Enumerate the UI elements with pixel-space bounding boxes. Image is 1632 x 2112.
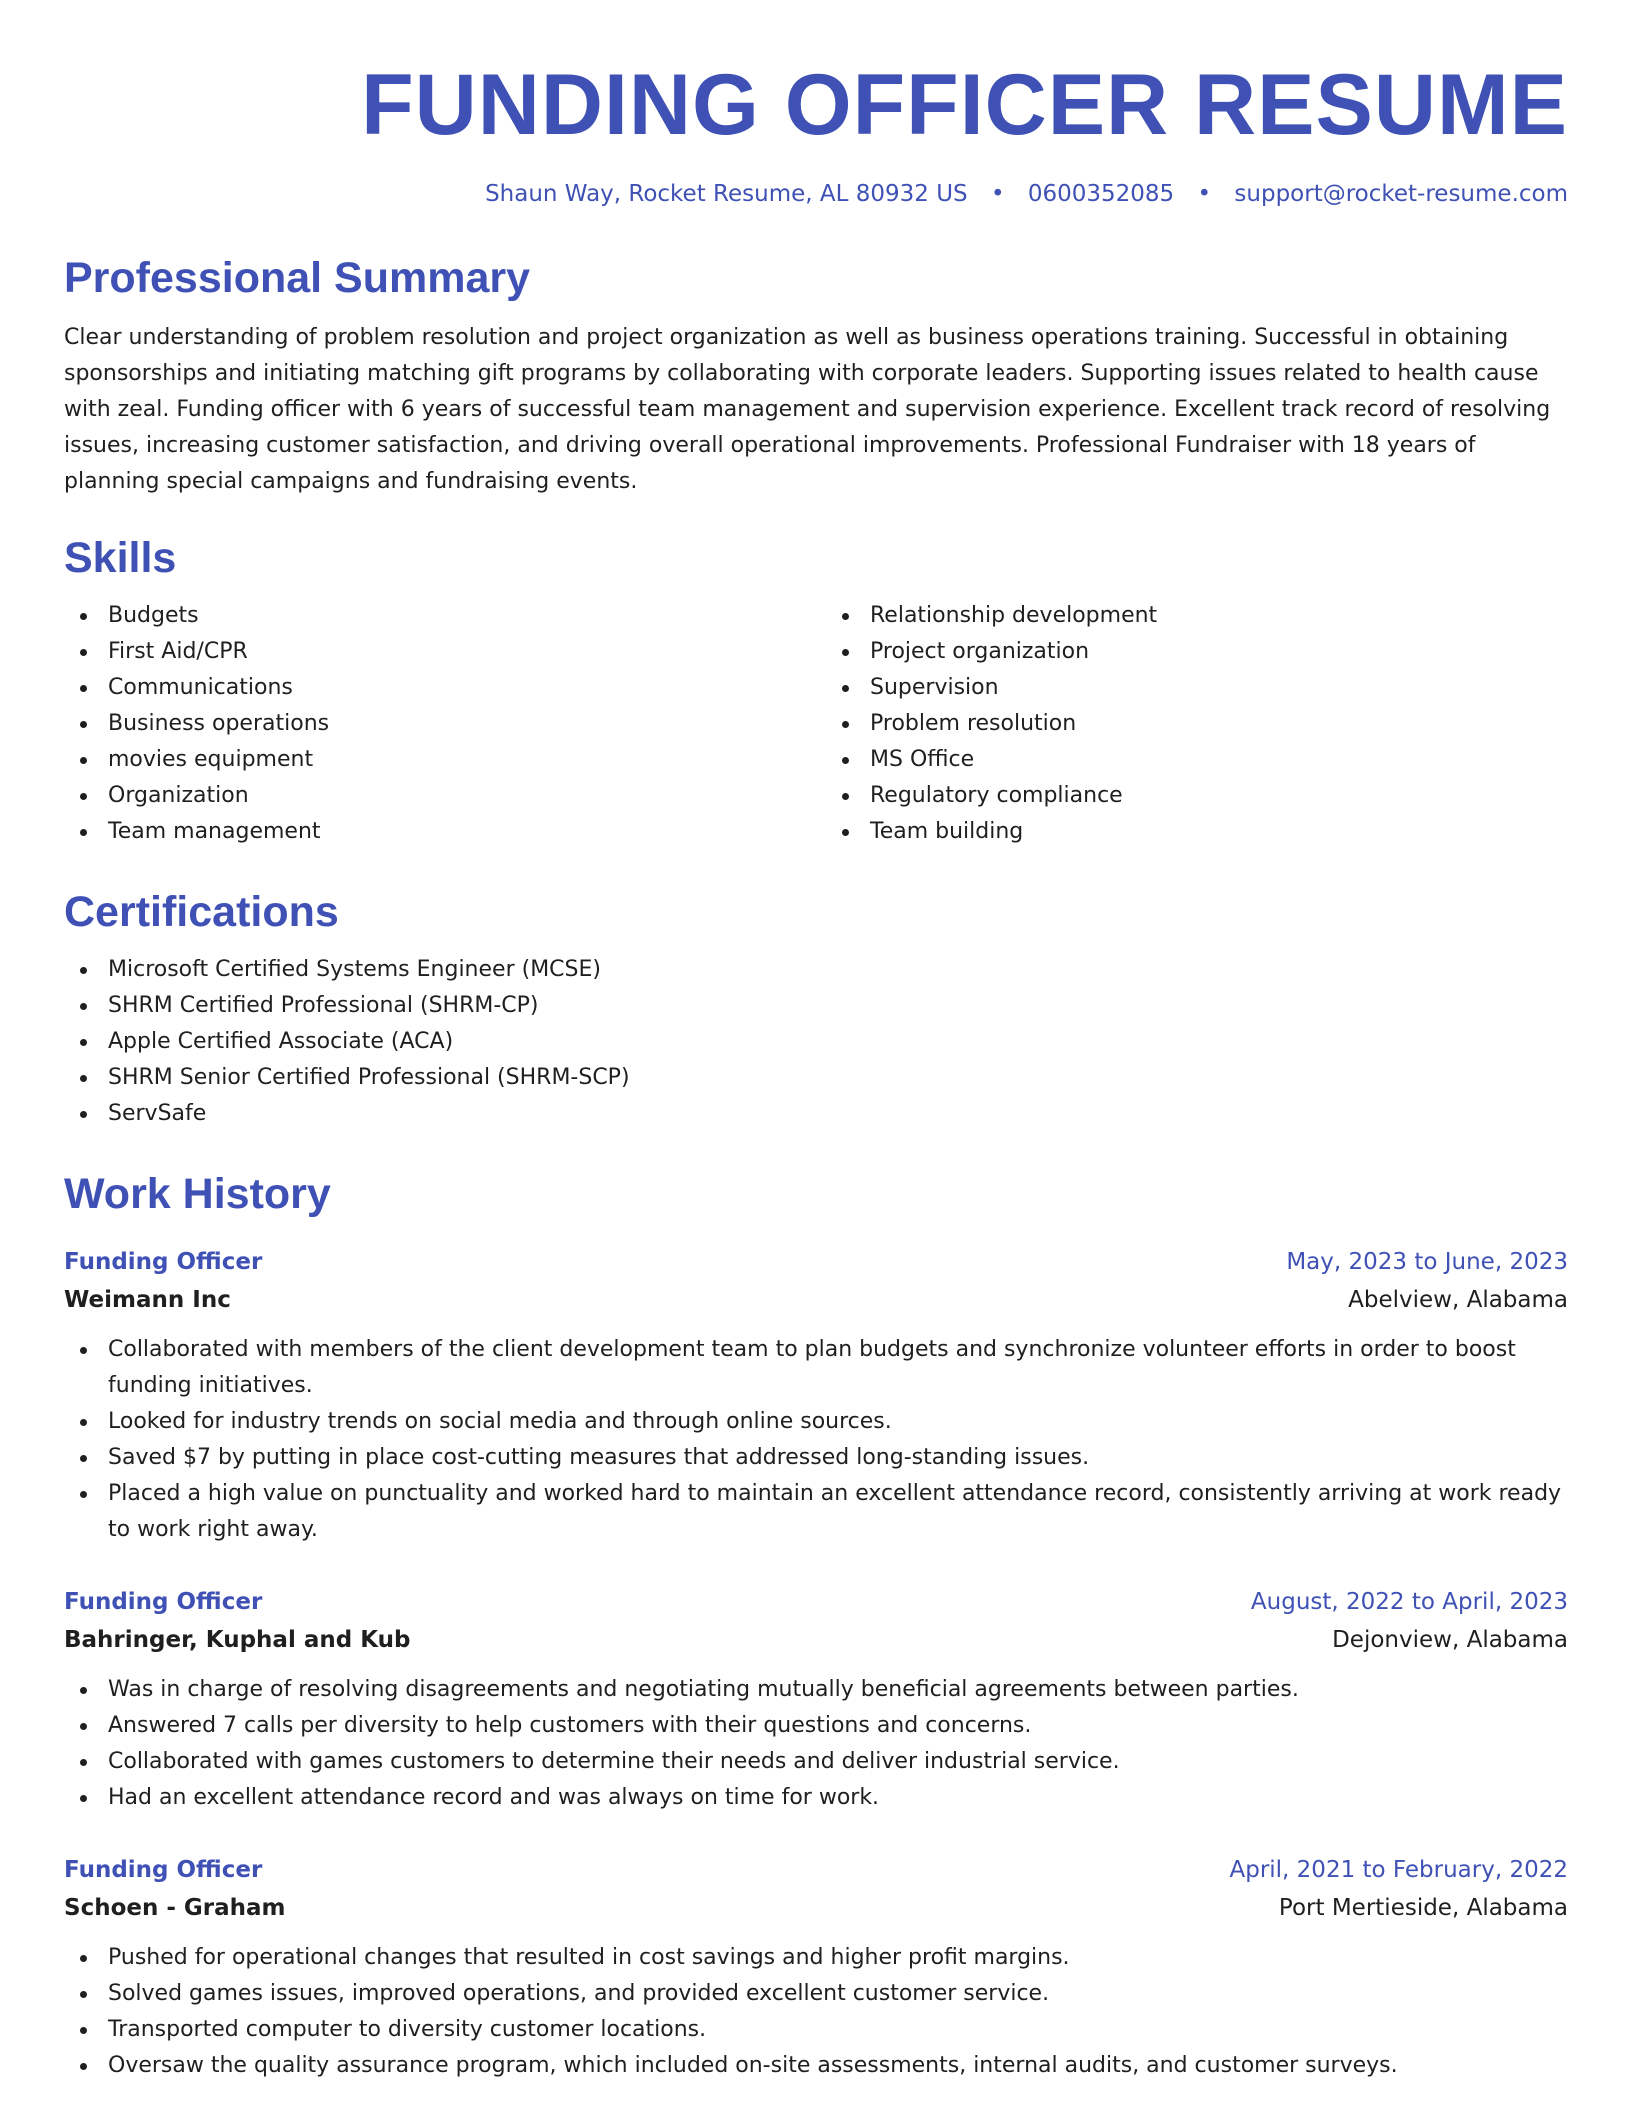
job-location: Abelview, Alabama <box>1348 1287 1568 1313</box>
job-title: Funding Officer <box>64 1589 263 1615</box>
job-company: Bahringer, Kuphal and Kub <box>64 1627 411 1653</box>
job-header-row <box>64 1244 1568 1280</box>
contact-phone: 0600352085 <box>1027 181 1175 207</box>
skill-item: Regulatory compliance <box>826 778 1568 814</box>
summary-heading: Professional Summary <box>64 254 531 302</box>
job-dates: August, 2022 to April, 2023 <box>1250 1589 1568 1615</box>
skill-item: movies equipment <box>64 742 806 778</box>
job-dates: May, 2023 to June, 2023 <box>1286 1249 1568 1275</box>
job-duty-item: Answered 7 calls per diversity to help customers with their questions and concerns. <box>64 1708 1568 1744</box>
job-company: Schoen - Graham <box>64 1895 286 1921</box>
certification-item: SHRM Certified Professional (SHRM-CP) <box>64 988 1568 1024</box>
job-company-row <box>64 1280 1568 1320</box>
contact-separator: • <box>990 181 1005 207</box>
resume-title: FUNDING OFFICER RESUME <box>361 57 1568 153</box>
job-duty-item: Was in charge of resolving disagreements and negotiating mutually beneficial agreements between parties. <box>64 1672 1568 1708</box>
skill-item: Team building <box>826 814 1568 850</box>
resume-page <box>64 50 1568 2084</box>
skills-grid <box>64 598 1568 850</box>
job-duties-list <box>64 1940 1568 2084</box>
job-duty-item: Saved $7 by putting in place cost-cutting measures that addressed long-standing issues. <box>64 1440 1568 1476</box>
skill-item: Problem resolution <box>826 706 1568 742</box>
job-duty-item: Oversaw the quality assurance program, which included on-site assessments, internal audits, and customer surveys. <box>64 2048 1568 2084</box>
job-dates: April, 2021 to February, 2022 <box>1229 1857 1568 1883</box>
job-company-row <box>64 1888 1568 1928</box>
certification-item: ServSafe <box>64 1096 1568 1132</box>
contact-info <box>64 178 1568 210</box>
job-duty-item: Pushed for operational changes that resulted in cost savings and higher profit margins. <box>64 1940 1568 1976</box>
job-entry <box>64 1852 1568 2084</box>
job-duties-list <box>64 1332 1568 1548</box>
summary-text: Clear understanding of problem resolution and project organization as well as business operations training. Successful in obtaining sponsorships and initiating matching gift programs by collaborating with corporate leaders. Supporting issues related to health cause with zeal. Funding officer with 6 years of successful team management and supervision experience. Excellent track record of resolving issues, increasing customer satisfaction, and driving overall operational improvements. Professional Fundraiser with 18 years of planning special campaigns and fundraising events. <box>64 325 1551 494</box>
skill-item: Organization <box>64 778 806 814</box>
job-header-row <box>64 1852 1568 1888</box>
certification-item: SHRM Senior Certified Professional (SHRM-SCP) <box>64 1060 1568 1096</box>
skills-list-left <box>64 598 806 850</box>
certification-item: Microsoft Certified Systems Engineer (MCSE) <box>64 952 1568 988</box>
skill-item: Team management <box>64 814 806 850</box>
job-title: Funding Officer <box>64 1249 263 1275</box>
skill-item: Budgets <box>64 598 806 634</box>
skills-heading: Skills <box>64 534 177 582</box>
skill-item: Communications <box>64 670 806 706</box>
contact-separator: • <box>1197 181 1212 207</box>
job-duty-item: Collaborated with games customers to determine their needs and deliver industrial service. <box>64 1744 1568 1780</box>
job-company: Weimann Inc <box>64 1287 231 1313</box>
job-duty-item: Collaborated with members of the client development team to plan budgets and synchronize volunteer efforts in order to boost funding initiatives. <box>64 1332 1568 1404</box>
contact-address: Shaun Way, Rocket Resume, AL 80932 US <box>485 181 968 207</box>
skills-list-right <box>826 598 1568 850</box>
contact-email: support@rocket-resume.com <box>1234 181 1568 207</box>
skill-item: Supervision <box>826 670 1568 706</box>
job-location: Dejonview, Alabama <box>1332 1627 1568 1653</box>
skill-item: Project organization <box>826 634 1568 670</box>
skill-item: First Aid/CPR <box>64 634 806 670</box>
job-entry <box>64 1584 1568 1816</box>
job-location: Port Mertieside, Alabama <box>1278 1895 1568 1921</box>
job-header-row <box>64 1584 1568 1620</box>
certifications-list <box>64 952 1568 1132</box>
job-duty-item: Had an excellent attendance record and was always on time for work. <box>64 1780 1568 1816</box>
job-title: Funding Officer <box>64 1857 263 1883</box>
skill-item: MS Office <box>826 742 1568 778</box>
job-entry <box>64 1244 1568 1548</box>
job-duty-item: Transported computer to diversity customer locations. <box>64 2012 1568 2048</box>
skill-item: Business operations <box>64 706 806 742</box>
job-duty-item: Looked for industry trends on social media and through online sources. <box>64 1404 1568 1440</box>
job-company-row <box>64 1620 1568 1660</box>
job-duty-item: Solved games issues, improved operations, and provided excellent customer service. <box>64 1976 1568 2012</box>
certifications-heading: Certifications <box>64 888 339 936</box>
job-duties-list <box>64 1672 1568 1816</box>
work-history-heading: Work History <box>64 1170 331 1218</box>
certification-item: Apple Certified Associate (ACA) <box>64 1024 1568 1060</box>
skill-item: Relationship development <box>826 598 1568 634</box>
job-duty-item: Placed a high value on punctuality and worked hard to maintain an excellent attendance record, consistently arriving at work ready to work right away. <box>64 1476 1568 1548</box>
